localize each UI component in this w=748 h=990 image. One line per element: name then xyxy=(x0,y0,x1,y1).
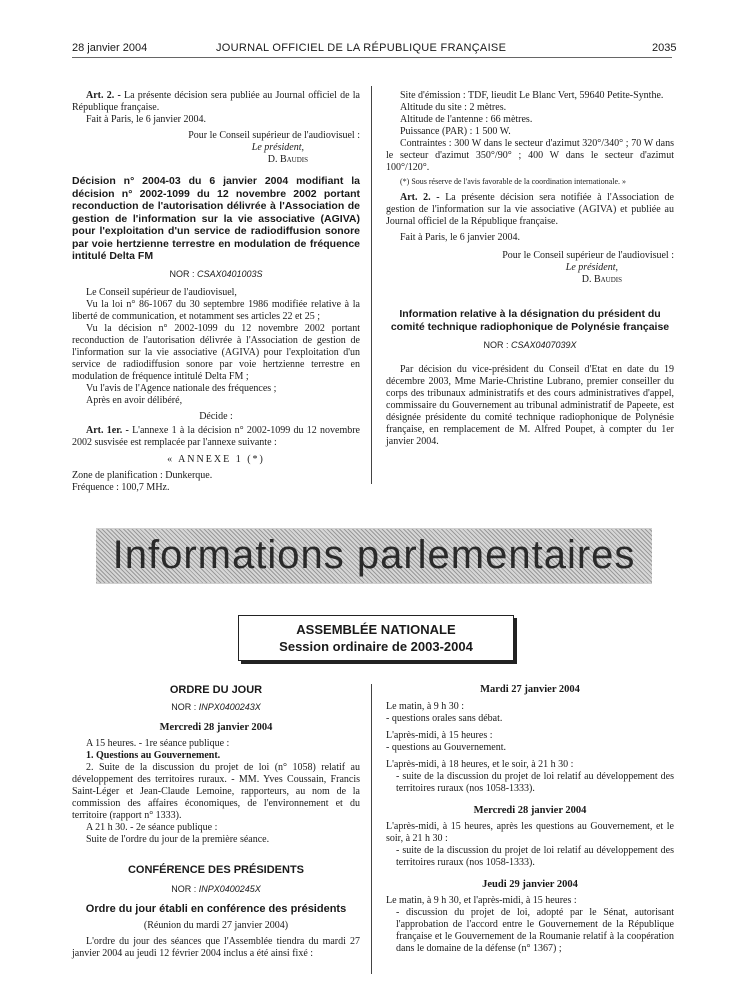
info-title: Information relative à la désignation du président du comité technique radiophonique de Polynésie française xyxy=(390,308,670,333)
art2-paragraph xyxy=(72,90,360,114)
paragraph-vu-decision: Vu la décision n° 2002-1099 du 12 novembre 2002 portant reconduction de l'autorisation délivrée à l'Association de gestion de l'information sur la vie associative (AGIVA) pour l'exploitation d'un service de radiodiffusion sonore par voie hertzienne terrestre en modulation de fréquence intitulé Delta FM ; xyxy=(72,322,360,382)
art1-text: L'annexe 1 à la décision n° 2002-1099 du 12 novembre 2002 susvisée est remplacée par l'annexe suivante : xyxy=(72,424,360,448)
nor-right-code: CSAX0407039X xyxy=(510,340,577,350)
altitude-site-line: Altitude du site : 2 mètres. xyxy=(400,102,507,113)
nor-label: NOR : xyxy=(169,268,195,279)
jeudi-title: Jeudi 29 janvier 2004 xyxy=(482,879,578,890)
item1-line: 1. Questions au Gouvernement. xyxy=(86,750,221,761)
art2-right-label: Art. 2. - xyxy=(400,192,440,203)
suite-loi-paragraph: - suite de la discussion du projet de loi relatif au développement des territoires ruraux (nos 1058-1333). xyxy=(396,771,674,794)
info-paragraph: Par décision du vice-président du Conseil d'Etat en date du 19 décembre 2003, Mme Marie-Christine Lubrano, premier conseiller du corps des tribunaux administratifs et des cours administratives d'appel, commissaire du Gouvernement au tribunal administratif de Papeete, est désignée présidente du comité technique radiophonique de Polynésie française, en remplacement de M. Alfred Poupet, à compter du 1er janvier 2004. xyxy=(386,364,674,447)
art2-text: La présente décision sera publiée au Journal officiel de la République française. xyxy=(72,90,360,113)
nor-ordre-label: NOR : xyxy=(171,702,197,712)
art2-label: Art. 2. - xyxy=(86,90,121,101)
altitude-antenne-line: Altitude de l'antenne : 66 mètres. xyxy=(400,114,533,125)
site-line: Site d'émission : TDF, lieudit Le Blanc Vert, 59640 Petite-Synthe. xyxy=(400,90,664,101)
signature: D. Baudis xyxy=(267,154,308,165)
art2-right-text: La présente décision sera notifiée à l'Association de gestion de l'information sur la vie associative (AGIVA) et publiée au Journal officiel de la République française. xyxy=(386,192,674,227)
nor-right-reference xyxy=(386,340,674,350)
nor-ordre-reference xyxy=(72,702,360,712)
president-line: Le président, xyxy=(251,142,304,153)
pour-right-line: Pour le Conseil supérieur de l'audiovisuel : xyxy=(502,250,674,261)
signature-right: D. Baudis xyxy=(581,274,622,285)
header-page-number: 2035 xyxy=(652,42,677,54)
header-journal: JOURNAL OFFICIEL DE LA RÉPUBLIQUE FRANÇAISE xyxy=(216,42,507,54)
puissance-line: Puissance (PAR) : 1 500 W. xyxy=(400,126,511,137)
column-divider-bottom xyxy=(371,684,372,974)
nor-right-label: NOR : xyxy=(483,340,509,350)
nor-conf-reference xyxy=(72,884,360,894)
fait-right-line: Fait à Paris, le 6 janvier 2004. xyxy=(400,232,520,243)
header-rule xyxy=(72,57,672,58)
ordre-du-jour-title: ORDRE DU JOUR xyxy=(169,684,263,696)
right-top-column xyxy=(386,90,674,448)
nor-reference xyxy=(72,269,360,279)
nor-code: CSAX0401003S xyxy=(196,268,263,279)
paragraph-vu-loi: Vu la loi n° 86-1067 du 30 septembre 1986 modifiée relative à la liberté de communication, et notamment ses articles 22 et 25 ; xyxy=(72,298,360,322)
banner-title: Informations parlementaires xyxy=(112,533,636,577)
mercredi-right-title: Mercredi 28 janvier 2004 xyxy=(473,805,587,816)
nor-ordre-code: INPX0400243X xyxy=(198,702,261,712)
right-bottom-column xyxy=(386,684,674,955)
paragraph-conseil: Le Conseil supérieur de l'audiovisuel, xyxy=(86,286,237,298)
decision-title: Décision n° 2004-03 du 6 janvier 2004 modifiant la décision n° 2002-1099 du 12 novembre 2002 portant reconduction de l'autorisation délivrée à l'Association de gestion de l'information sur la vie associative (AGIVA) pour l'exploitation d'un service de radiodiffusion sonore par voie hertzienne terrestre en modulation de fréquence intitulé Delta FM xyxy=(72,175,360,262)
art1-label: Art. 1er. - xyxy=(86,424,129,436)
seance2-line: A 21 h 30. - 2e séance publique : xyxy=(86,822,218,833)
art2-right-paragraph xyxy=(386,192,674,228)
mercredi-right-paragraph: L'après-midi, à 15 heures, après les questions au Gouvernement, et le soir, à 21 h 30 : xyxy=(386,821,674,844)
header-date: 28 janvier 2004 xyxy=(72,42,148,54)
decide-line: Décide : xyxy=(199,410,233,422)
frequence-line: Fréquence : 100,7 MHz. xyxy=(72,481,170,493)
jeudi-item-paragraph: - discussion du projet de loi, adopté par le Sénat, autorisant l'approbation de l'accord entre le Gouvernement de la République française et le Gouvernement de la Roumanie relatif à la coopération dans le domaine de la défense (n° 1367) ; xyxy=(396,907,674,954)
assemblee-nationale-box xyxy=(238,615,514,661)
jeudi-matin-line: Le matin, à 9 h 30, et l'après-midi, à 15 heures : xyxy=(386,895,577,906)
conference-title: CONFÉRENCE DES PRÉSIDENTS xyxy=(127,864,305,876)
questions-gouvernement-line: - questions au Gouvernement. xyxy=(386,742,506,753)
seance1-line: A 15 heures. - 1re séance publique : xyxy=(86,738,230,749)
annexe-title: « ANNEXE 1 (*) xyxy=(167,453,265,465)
nor-conf-code: INPX0400245X xyxy=(198,884,261,894)
mercredi-title: Mercredi 28 janvier 2004 xyxy=(159,722,273,733)
footnote: (*) Sous réserve de l'avis favorable de la coordination internationale. » xyxy=(400,177,627,186)
left-top-column xyxy=(72,90,360,494)
reunion-line: (Réunion du mardi 27 janvier 2004) xyxy=(143,920,289,931)
column-divider-top xyxy=(371,86,372,484)
mardi-soir-line: L'après-midi, à 18 heures, et le soir, à 21 h 30 : xyxy=(386,759,574,770)
informations-parlementaires-banner xyxy=(96,528,652,584)
mardi-matin-line: Le matin, à 9 h 30 : xyxy=(386,701,465,712)
zone-line: Zone de planification : Dunkerque. xyxy=(72,469,213,481)
art1-paragraph xyxy=(72,425,360,449)
pour-line: Pour le Conseil supérieur de l'audiovisuel : xyxy=(188,130,360,141)
paragraph-vu-avis: Vu l'avis de l'Agence nationale des fréquences ; xyxy=(86,382,277,394)
left-bottom-column xyxy=(72,684,360,960)
paragraph-apres: Après en avoir délibéré, xyxy=(86,394,183,406)
item2-paragraph: 2. Suite de la discussion du projet de loi (n° 1058) relatif au développement des territoires ruraux. - MM. Yves Coussain, Francis Saint-Léger et Jean-Claude Lemoine, rapporteurs, au nom de la commission des affaires économiques, de l'environnement et du territoire (rapport n° 1333). xyxy=(72,762,360,821)
nor-conf-label: NOR : xyxy=(171,884,197,894)
assemblee-title: ASSEMBLÉE NATIONALE xyxy=(296,622,456,637)
suite-line: Suite de l'ordre du jour de la première séance. xyxy=(86,834,270,845)
mercredi-suite-paragraph: - suite de la discussion du projet de loi relatif au développement des territoires ruraux (nos 1058-1333). xyxy=(396,845,674,868)
ordre-paragraph: L'ordre du jour des séances que l'Assemblée tiendra du mardi 27 janvier 2004 au jeudi 12 février 2004 inclus a été ainsi fixé : xyxy=(72,936,360,959)
questions-orales-line: - questions orales sans débat. xyxy=(386,713,503,724)
ordre-etabli-title: Ordre du jour établi en conférence des présidents xyxy=(85,903,347,915)
contraintes-line: Contraintes : 300 W dans le secteur d'azimut 320°/340° ; 70 W dans le secteur d'azimut 350°/90° ; 400 W dans le secteur d'azimut 100°/120°. xyxy=(386,138,674,173)
president-right-line: Le président, xyxy=(565,262,618,273)
session-title: Session ordinaire de 2003-2004 xyxy=(279,639,473,654)
mardi-apres-midi-line: L'après-midi, à 15 heures : xyxy=(386,730,493,741)
fait-line: Fait à Paris, le 6 janvier 2004. xyxy=(86,114,206,125)
mardi-title: Mardi 27 janvier 2004 xyxy=(480,684,580,695)
